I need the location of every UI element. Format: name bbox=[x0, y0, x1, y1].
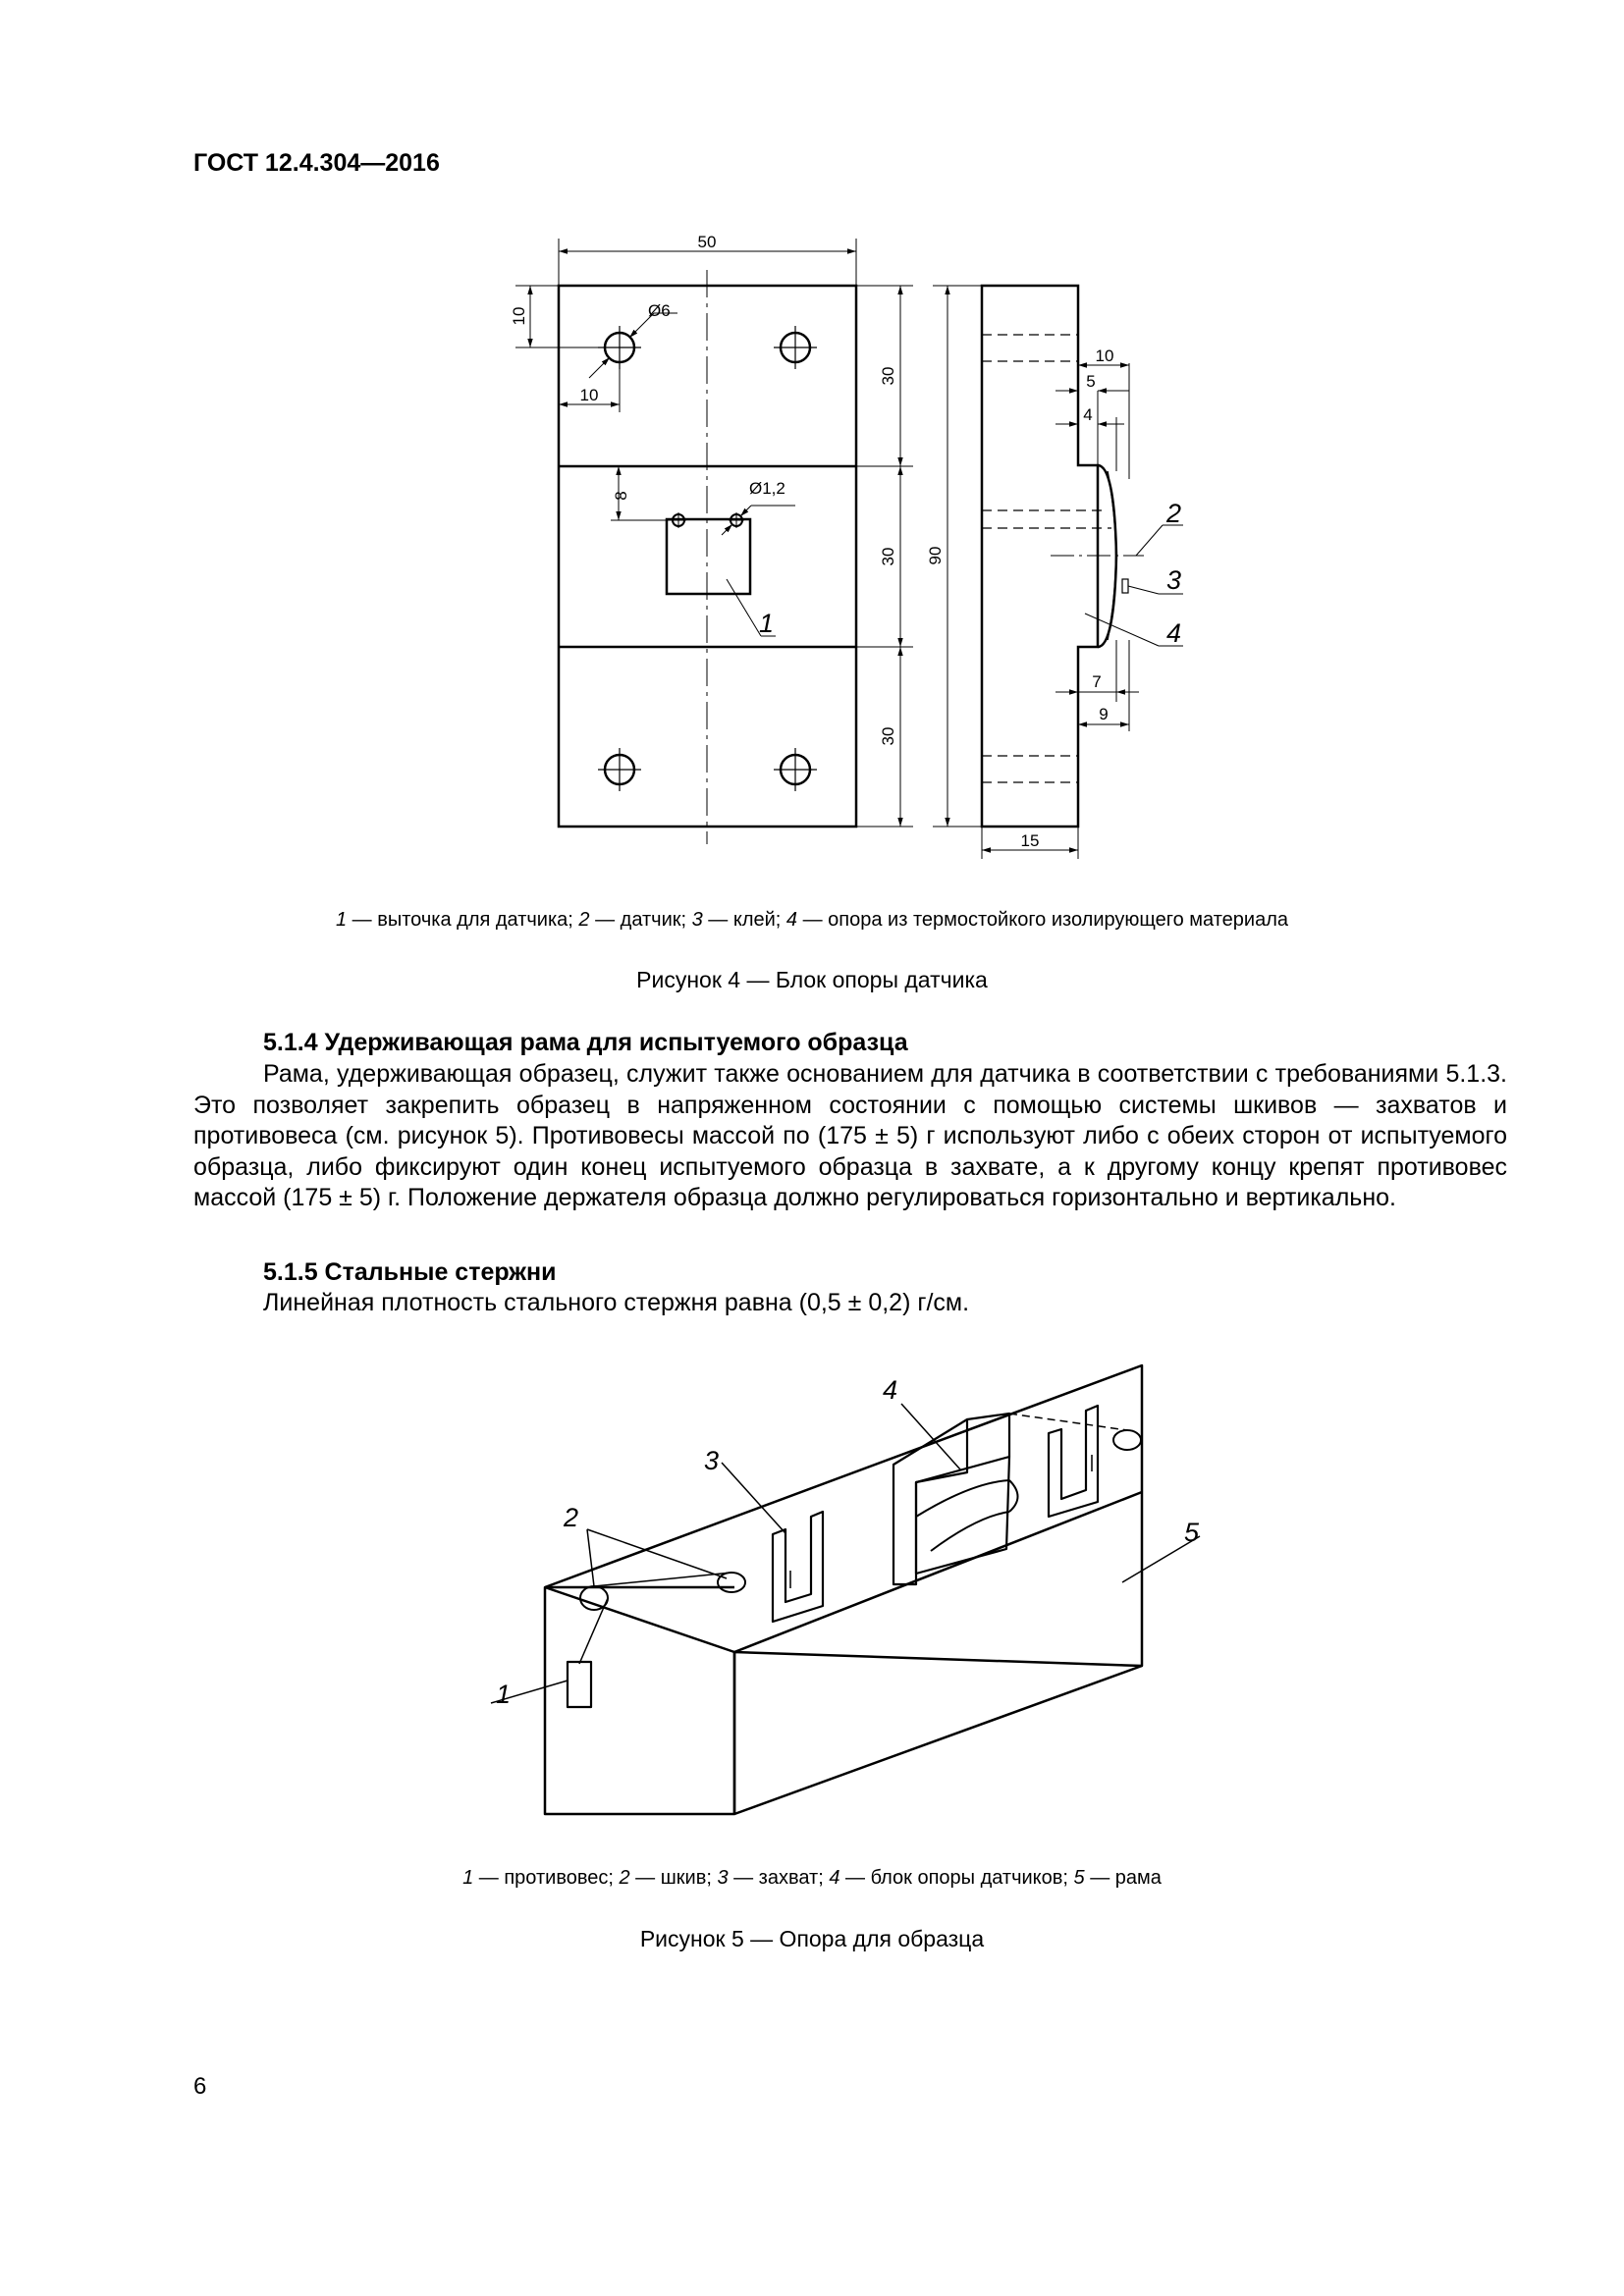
section-5-1-4-heading: 5.1.4 Удерживающая рама для испытуемого образца bbox=[263, 1029, 908, 1056]
fig5-callout-4: 4 bbox=[883, 1375, 898, 1405]
figure-5-caption: Рисунок 5 — Опора для образца bbox=[639, 1926, 985, 1951]
mount-hole bbox=[774, 326, 817, 369]
fig5-callout-5: 5 bbox=[1184, 1518, 1200, 1547]
sensor-recess bbox=[667, 519, 750, 594]
section-5-1-4-text: Рама, удерживающая образец, служит также основанием для датчика в соответствии с требованиями 5.1.3. Это позволяет закрепить образец в напряженном состоянии с помощью системы шкивов — захватов и противовеса (см. рисунок 5). Противовесы массой по (175 ± 5) г используют либо с обеих сторон от испытуемого образца, либо фиксируют один конец испытуемого образца в захвате, а к другому концу крепят противовес массой (175 ± 5) г. Положение держателя образца должно регулироваться горизонтально и вертикально. bbox=[193, 1060, 1507, 1211]
dim-7: 7 bbox=[1092, 672, 1102, 691]
section-5-1-5-text: Линейная плотность стального стержня равна (0,5 ± 0,2) г/см. bbox=[263, 1289, 970, 1316]
dim-width: 50 bbox=[697, 233, 717, 251]
dim-section-3: 30 bbox=[879, 726, 897, 746]
figure-4-drawing bbox=[0, 0, 1624, 883]
counterweight bbox=[568, 1662, 591, 1707]
dim-offset-8: 8 bbox=[612, 491, 630, 501]
figure-5-drawing bbox=[0, 1345, 1624, 1836]
dim-section-2: 30 bbox=[879, 547, 897, 566]
small-hole bbox=[671, 512, 686, 528]
dim-10: 10 bbox=[1095, 347, 1114, 365]
dim-top-offset: 10 bbox=[510, 306, 528, 326]
dim-5: 5 bbox=[1086, 372, 1096, 391]
section-5-1-5-heading: 5.1.5 Стальные стержни bbox=[263, 1258, 557, 1286]
figure-4-legend: 1 — выточка для датчика; 2 — датчик; 3 — клей; 4 — опора из термостойкого изолирующего материала bbox=[336, 909, 1288, 931]
figure-5-legend: 1 — противовес; 2 — шкив; 3 — захват; 4 — блок опоры датчиков; 5 — рама bbox=[462, 1867, 1162, 1889]
mount-hole bbox=[598, 748, 641, 791]
figure-4-caption: Рисунок 4 — Блок опоры датчика bbox=[636, 967, 988, 992]
dim-small-hole-diameter: Ø1,2 bbox=[749, 479, 785, 498]
fig5-callout-3: 3 bbox=[704, 1446, 720, 1475]
pulley bbox=[718, 1573, 745, 1592]
callout-2: 2 bbox=[1166, 499, 1182, 528]
dim-hole-diameter: Ø6 bbox=[648, 301, 671, 320]
fig5-callout-1: 1 bbox=[496, 1680, 512, 1709]
mount-hole bbox=[774, 748, 817, 791]
dim-9: 9 bbox=[1099, 705, 1109, 723]
pulley bbox=[1113, 1430, 1141, 1450]
document-header: ГОСТ 12.4.304—2016 bbox=[193, 149, 440, 177]
dim-4: 4 bbox=[1083, 405, 1093, 424]
callout-3: 3 bbox=[1166, 565, 1182, 595]
page-number: 6 bbox=[193, 2073, 207, 2100]
callout-4: 4 bbox=[1166, 618, 1182, 648]
dim-section-1: 30 bbox=[879, 366, 897, 386]
dim-left-offset: 10 bbox=[579, 386, 599, 404]
dim-15: 15 bbox=[1020, 831, 1040, 850]
callout-1: 1 bbox=[759, 609, 775, 638]
fig5-callout-2: 2 bbox=[564, 1503, 579, 1532]
dim-total-height: 90 bbox=[926, 546, 945, 565]
